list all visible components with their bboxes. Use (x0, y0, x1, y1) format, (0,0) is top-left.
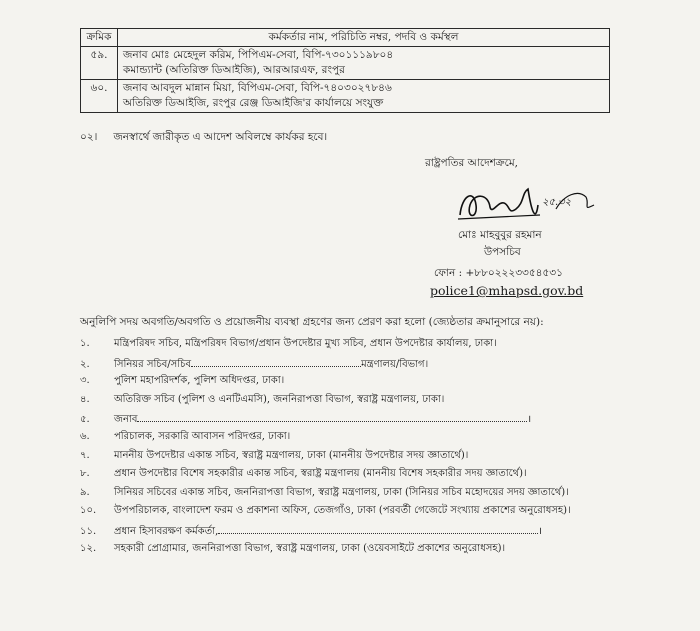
by-order-line: রাষ্ট্রপতির আদেশক্রমে, (425, 157, 518, 169)
header-serial: ক্রমিক (81, 29, 118, 47)
table-row (81, 80, 610, 113)
blank-line (137, 409, 527, 422)
list-item: ৪. অতিরিক্ত সচিব (পুলিশ ও এনটিএমসি), জননিরাপত্তা বিভাগ, স্বরাষ্ট্র মন্ত্রণালয়, ঢাকা। (80, 393, 445, 405)
clause-text: জনস্বার্থে জারীকৃত এ আদেশ অবিলম্বে কার্যকর হবে। (113, 131, 328, 143)
list-item: ১. মন্ত্রিপরিষদ সচিব, মন্ত্রিপরিষদ বিভাগ/প্রধান উপদেষ্টার মুখ্য সচিব, প্রধান উপদেষ্টার কার্যালয়, ঢাকা। (80, 338, 497, 349)
list-item: ১২. সহকারী প্রোগ্রামার, জননিরাপত্তা বিভাগ, স্বরাষ্ট্র মন্ত্রণালয়, ঢাকা (ওয়েবসাইটে প্রকাশের অনুরোধসহ)। (80, 542, 506, 554)
officer-posting: কমান্ড্যান্ট (অতিরিক্ত ডিআইজি), আরআরএফ, রংপুর (123, 64, 345, 76)
clause-number: ০২। (80, 131, 98, 143)
table-header-row (81, 29, 610, 47)
list-item: ১০. উপপরিচালক, বাংলাদেশ ফরম ও প্রকাশনা অফিস, তেজগাঁও, ঢাকা (পরবর্তী গেজেটে সংখ্যায় প্রকাশের অনুরোধসহ)। (80, 505, 571, 517)
list-item: ৭. মাননীয় উপদেষ্টার একান্ত সচিব, স্বরাষ্ট্র মন্ত্রণালয়, ঢাকা (মাননীয় উপদেষ্টার সদয় জ্ঞাতার্থে)। (80, 449, 469, 461)
list-item: ১১. প্রধান হিসাবরক্ষণ কর্মকর্তা, । (80, 521, 571, 540)
signatory-email: police1@mhapsd.gov.bd (430, 283, 584, 298)
signatory-name: মোঃ মাহবুবুর রহমান (458, 229, 542, 241)
list-item: ২. সিনিয়র সচিব/সচিব মন্ত্রণালয়/বিভাগ। (80, 354, 571, 373)
signatory-phone: ফোন : +৮৮০২২২৩৩৫৪৫৩১ (434, 267, 563, 279)
table-row (81, 47, 610, 80)
list-item: ৬. পরিচালক, সরকারি আবাসন পরিদপ্তর, ঢাকা। (80, 430, 291, 442)
effective-clause (80, 130, 327, 147)
recipient-list (80, 335, 571, 558)
list-item: ৯. সিনিয়র সচিবের একান্ত সচিব, জননিরাপত্তা বিভাগ, স্বরাষ্ট্র মন্ত্রণালয়, ঢাকা (সিনিয়র সচিব মহোদয়ের সদয় জ্ঞাতার্থে)। (80, 486, 569, 498)
row-details (118, 47, 610, 80)
officer-name-id: জনাব মোঃ মেহেদুল করিম, পিপিএম-সেবা, বিপি-৭৩০১১১৯৮০৪ (123, 49, 394, 61)
list-item: ৫. জনাব । (80, 409, 571, 428)
officers-table (80, 28, 610, 113)
list-item: ৮. প্রধান উপদেষ্টার বিশেষ সহকারীর একান্ত সচিব, স্বরাষ্ট্র মন্ত্রণালয় (মাননীয় বিশেষ সহকারীর সদয় জ্ঞাতার্থে)। (80, 468, 527, 480)
row-details (118, 80, 610, 113)
copy-to-intro: অনুলিপি সদয় অবগতি/অবগতি ও প্রয়োজনীয় ব্যবস্থা গ্রহণের জন্য প্রেরণ করা হলো (জ্যেষ্ঠতার ক্রমানুসারে নয়): (80, 316, 544, 328)
signature-image (452, 175, 602, 230)
row-serial: ৬০. (81, 80, 118, 113)
blank-line (218, 521, 538, 534)
signatory-designation: উপসচিব (484, 246, 521, 258)
officer-posting: অতিরিক্ত ডিআইজি, রংপুর রেঞ্জ ডিআইজি'র কার্যালয়ে সংযুক্ত (123, 97, 384, 109)
blank-line (191, 354, 361, 367)
header-officer-details: কর্মকর্তার নাম, পরিচিতি নম্বর, পদবি ও কর্মস্থল (118, 29, 610, 47)
list-item: ৩. পুলিশ মহাপরিদর্শক, পুলিশ অধিদপ্তর, ঢাকা। (80, 375, 285, 387)
officer-name-id: জনাব আবদুল মান্নান মিয়া, বিপিএম-সেবা, বিপি-৭৪০৩০২৭৮৪৬ (123, 82, 392, 94)
signature-date: ২৫.৩২ (542, 197, 572, 208)
row-serial: ৫৯. (81, 47, 118, 80)
